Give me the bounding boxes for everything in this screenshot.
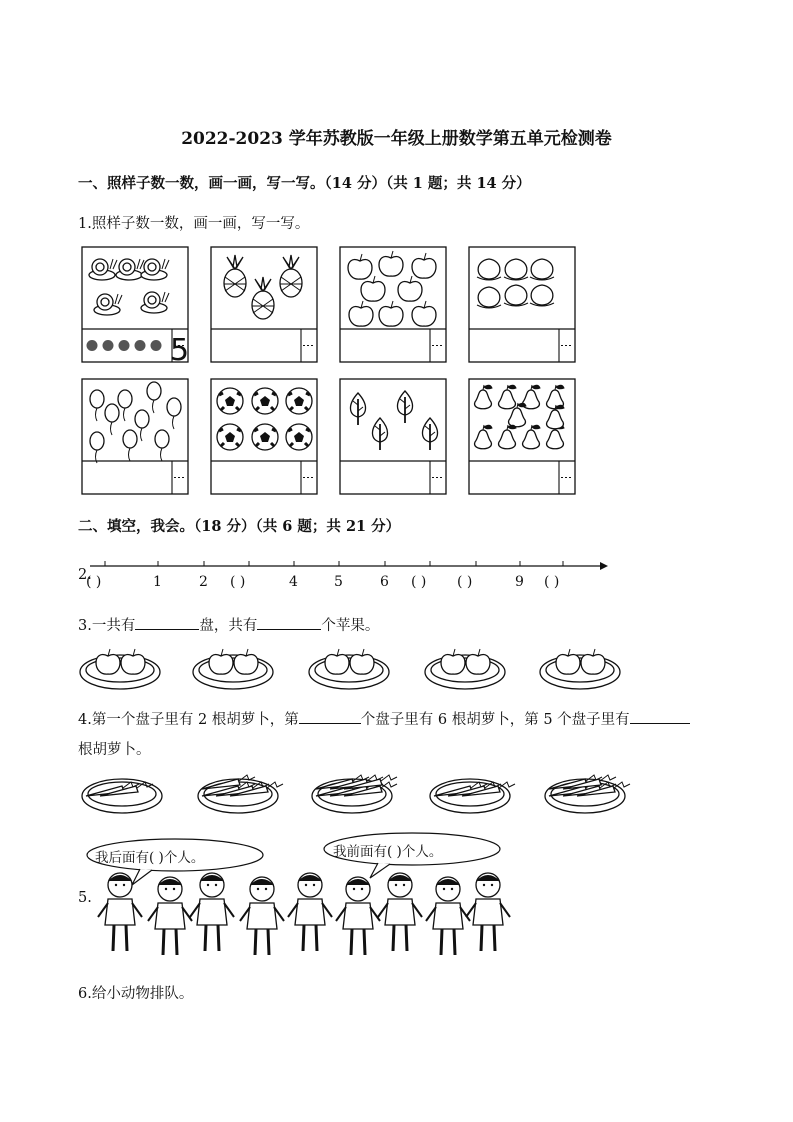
q4-text-a: 4.第一个盘子里有 2 根胡萝卜，第 [78,712,299,728]
child-figure [190,873,234,951]
question-1-text: 1.照样子数一数，画一画，写一写。 [78,216,310,232]
q4-text-b: 个盘子里有 6 根胡萝卜，第 5 个盘子里有 [360,712,630,728]
child-figure [378,873,422,951]
question-5-label: 5. [78,890,92,906]
q4-text-c: 根胡萝卜。 [78,742,151,758]
q3-text-b: 盘，共有 [199,618,258,634]
page-title: 2022-2023 学年苏教版一年级上册数学第五单元检测卷 [181,129,612,149]
number-line-label: 6 [380,574,389,590]
number-line-blank[interactable]: ( ) [230,574,246,590]
child-figure [426,877,470,955]
number-line-label: 2 [199,574,208,590]
number-line-blank[interactable]: ( ) [544,574,560,590]
q3-text-c: 个苹果。 [321,618,380,634]
number-line-blank[interactable]: ( ) [411,574,427,590]
child-figure [148,877,192,955]
bubble-right-text: 我前面有( )个人。 [333,844,443,860]
q3-text-a: 3.一共有 [78,618,136,634]
section-1-heading: 一、照样子数一数，画一画，写一写。（14 分）（共 1 题；共 14 分） [78,175,531,192]
question-6-text: 6.给小动物排队。 [78,986,194,1002]
number-line-blank[interactable]: ( ) [457,574,473,590]
bubble-left-text: 我后面有( )个人。 [95,850,205,866]
child-figure [240,877,284,955]
number-line-label: 5 [334,574,343,590]
section-2-heading: 二、填空，我会。（18 分）（共 6 题；共 21 分） [78,518,401,535]
question-2-label: 2. [78,567,92,583]
example-answer-numeral: 5 [170,333,190,368]
number-line-blank[interactable]: ( ) [86,574,102,590]
child-figure [336,877,380,955]
number-line-label: 9 [515,574,524,590]
child-figure [288,873,332,951]
number-line-label: 4 [289,574,298,590]
number-line-label: 1 [153,574,162,590]
child-figure [98,873,142,951]
child-figure [466,873,510,951]
